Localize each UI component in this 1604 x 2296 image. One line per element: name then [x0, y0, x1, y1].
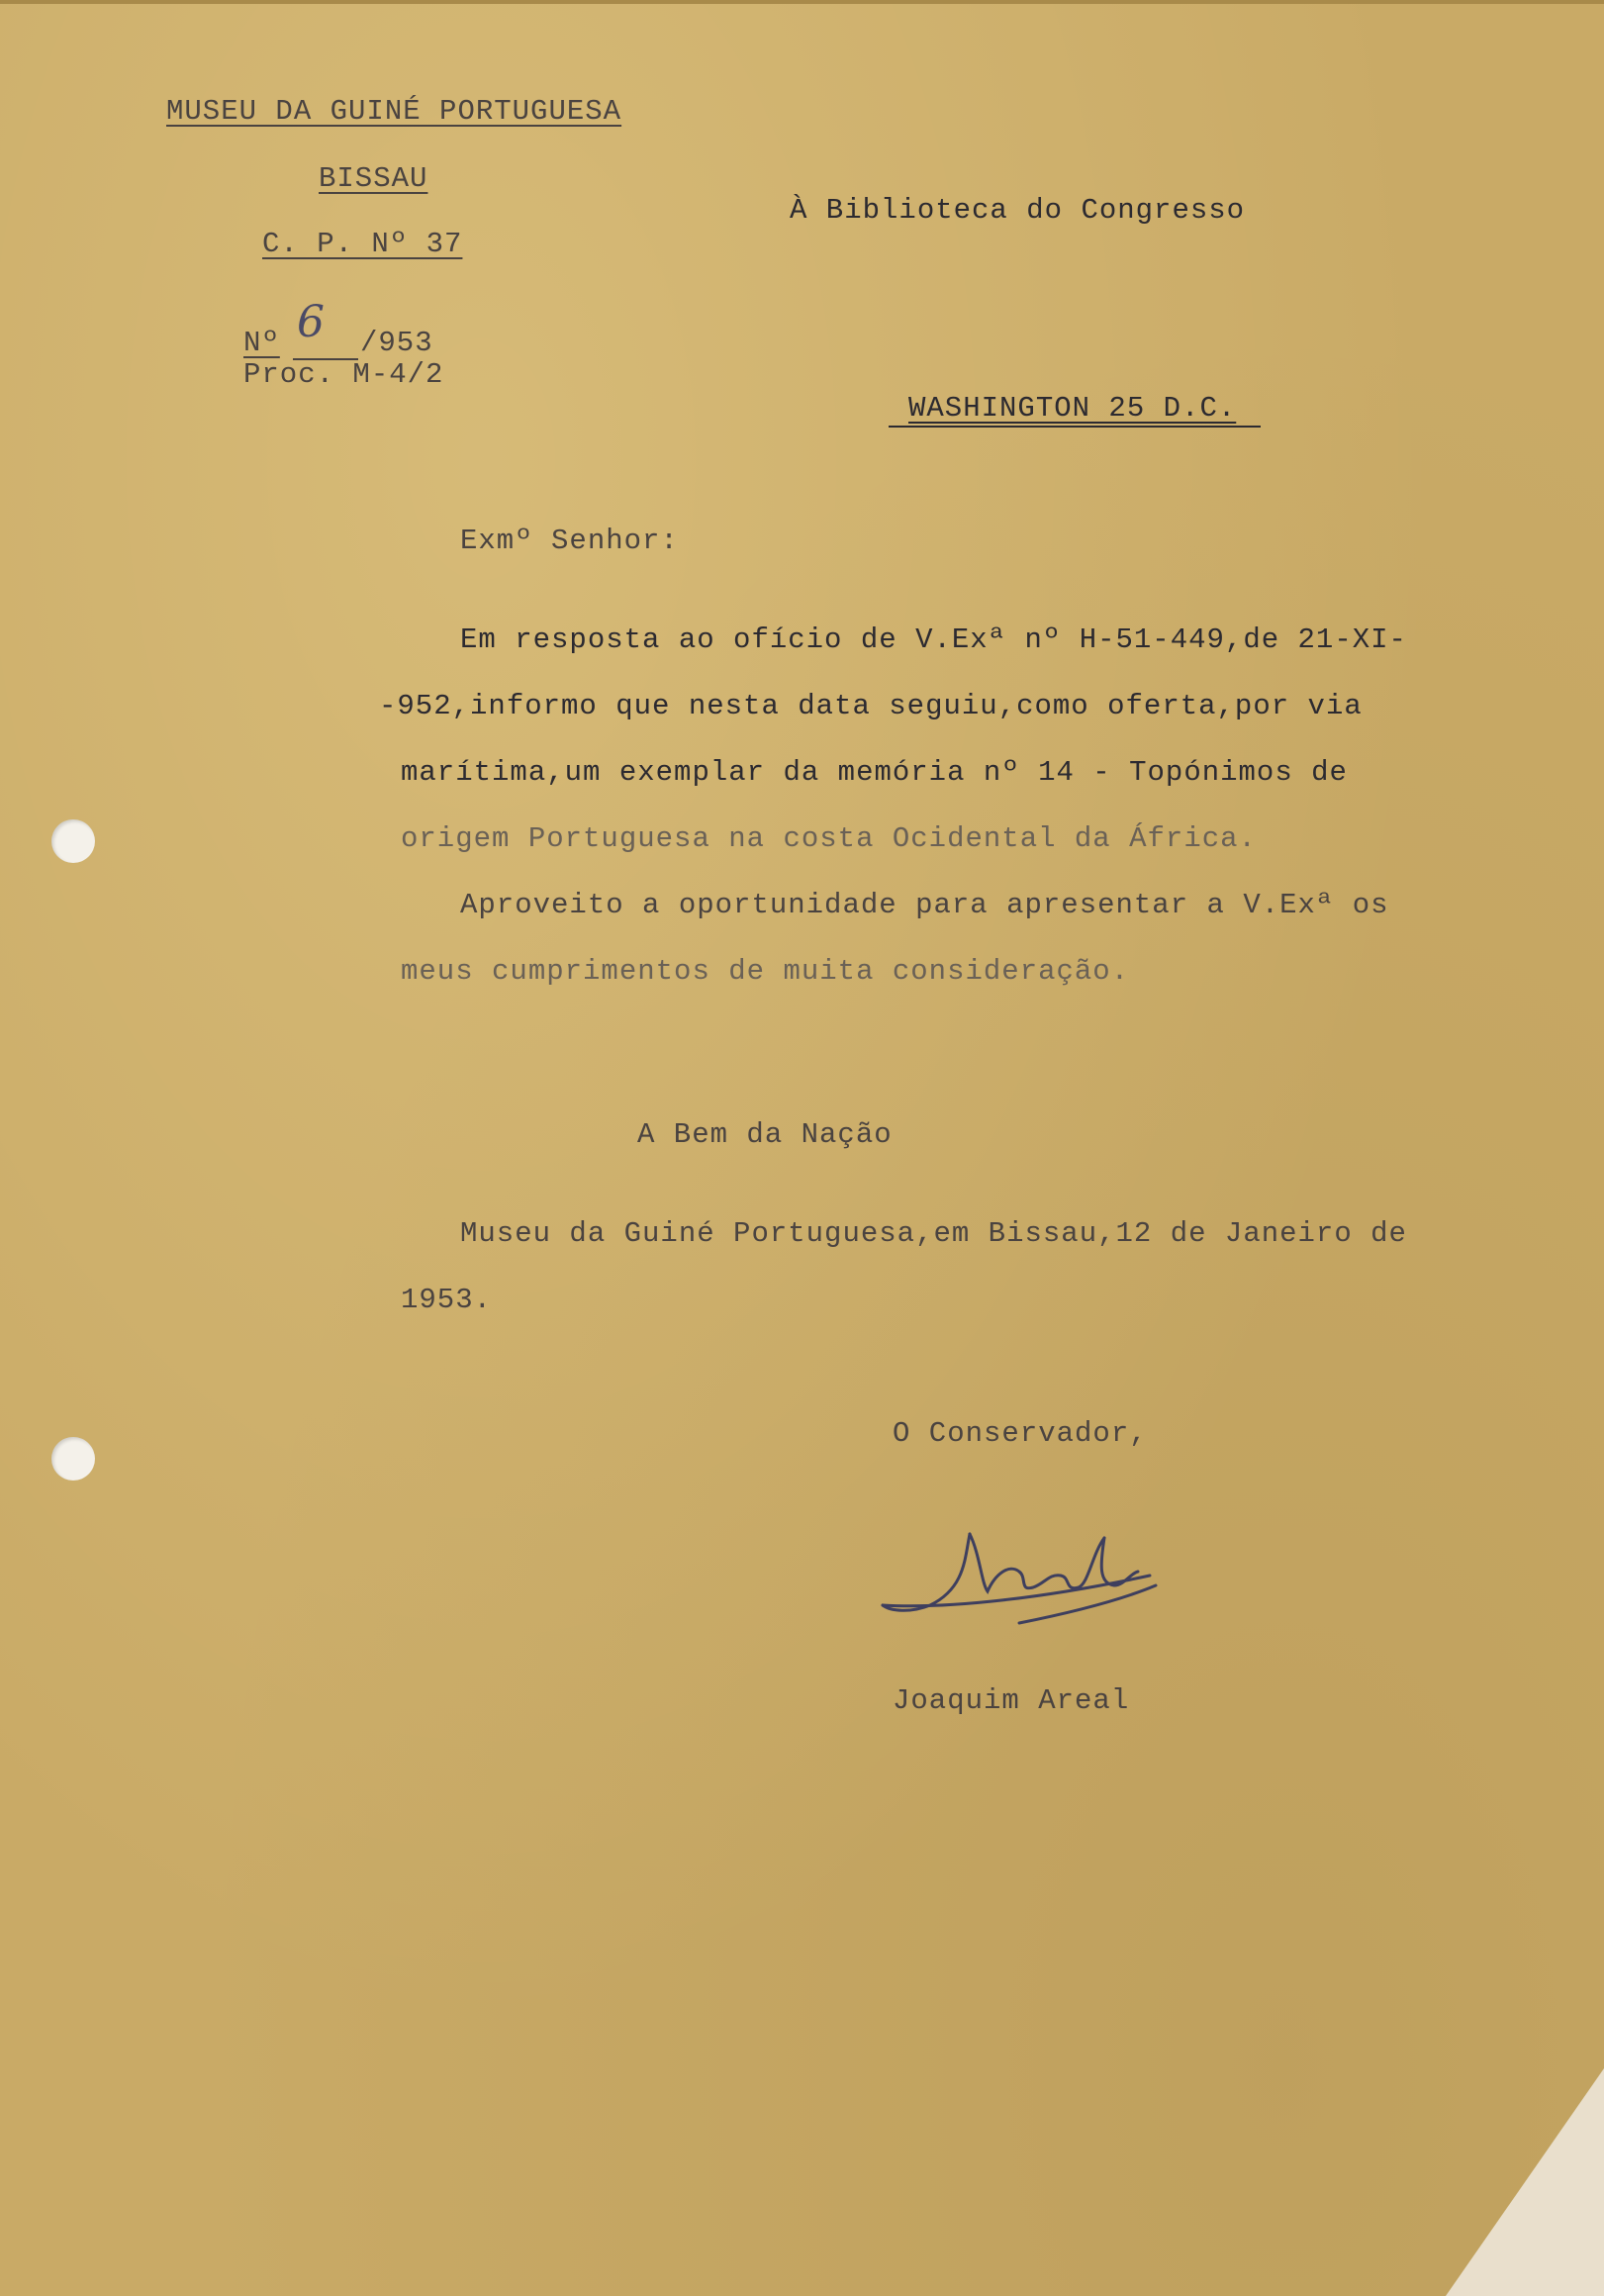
page-top-edge [0, 0, 1604, 4]
city-header: BISSAU [319, 162, 428, 195]
address-underline [889, 426, 1261, 428]
handwritten-signature [871, 1514, 1168, 1633]
reference-year: /953 [360, 327, 433, 359]
body-line-1: Em resposta ao ofício de V.Exª nº H-51-449,de 21-XI- [460, 623, 1407, 656]
recipient-name: À Biblioteca do Congresso [790, 194, 1246, 227]
closing-title: O Conservador, [893, 1417, 1148, 1450]
reference-prefix: Nº [243, 327, 280, 359]
body-line-5: Aproveito a oportunidade para apresentar a V.Exª os [460, 889, 1389, 921]
punch-hole-top [51, 819, 95, 863]
place-date-line-2: 1953. [401, 1284, 493, 1316]
folded-corner [1446, 2068, 1604, 2296]
body-line-2: -952,informo que nesta data seguiu,como oferta,por via [379, 690, 1363, 722]
punch-hole-bottom [51, 1437, 95, 1481]
place-date-line-1: Museu da Guiné Portuguesa,em Bissau,12 de Janeiro de [460, 1217, 1407, 1250]
motto: A Bem da Nação [637, 1118, 893, 1151]
body-line-3: marítima,um exemplar da memória nº 14 - Topónimos de [401, 756, 1348, 789]
process-number: Proc. M-4/2 [243, 358, 444, 391]
salutation: Exmº Senhor: [460, 525, 679, 557]
institution-header: MUSEU DA GUINÉ PORTUGUESA [166, 95, 622, 128]
reference-handwritten-number: 6 [297, 297, 325, 347]
signatory-name: Joaquim Areal [893, 1684, 1130, 1717]
recipient-address: WASHINGTON 25 D.C. [908, 392, 1237, 425]
postal-box: C. P. Nº 37 [262, 228, 463, 260]
body-line-4: origem Portuguesa na costa Ocidental da África. [401, 822, 1257, 855]
body-line-6: meus cumprimentos de muita consideração. [401, 955, 1130, 988]
